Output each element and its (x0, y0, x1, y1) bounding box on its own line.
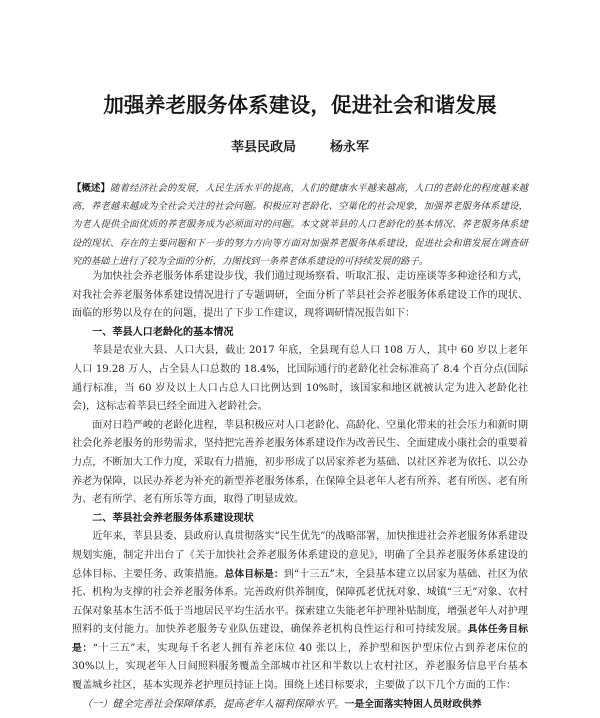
author-organization: 莘县民政局 (230, 140, 296, 155)
abstract (72, 180, 528, 271)
abstract-label: 【概述】 (72, 183, 111, 194)
section-2-paragraph-1 (72, 528, 528, 695)
intro-paragraph: 为加快社会养老服务体系建设步伐，我们通过现场察看、听取汇报、走访座谈等多种途径和方式，对我社会养老服务体系建设情况进行了专题调研，全面分析了莘县社会养老服务体系建设工作的现状、面临的形势以及存在的问题，提出了下步工作建议，现将调研情况报告如下： (72, 271, 528, 320)
abstract-text: 随着经济社会的发展，人民生活水平的提高，人们的健康水平越来越高，人口的老龄化的程度越来越高，养老越来越成为全社会关注的社会问题。积极应对老龄化、空巢化的社会现象，加强养老服务体系建设，为老人提供全面优质的养老服务成为必须面对的问题。本文就莘县的人口老龄化的基本情况、养老服务体系建设的现状、存在的主要问题和下一步的努力方向等方面对加强养老服务体系建设，促进社会和谐发展在调查研究的基础上进行了较为全面的分析，力图找到一条养老体系建设的可持续发展的路子。 (72, 183, 528, 267)
section-1-paragraph-2: 面对日趋严峻的老龄化进程，莘县积极应对人口老龄化、高龄化、空巢化带来的社会压力和新时期社会化养老服务的形势需求，坚持把完善养老服务体系建设作为改善民生、全面建成小康社会的重要着力点，不断加大工作力度，采取有力措施，初步形成了以居家养老为基础、以社区养老为依托、以公办养老为保障，以民办养老为补充的新型养老服务体系，在保障全县老年人老有所养、老有所医、老有所为、老有所学、老有所乐等方面，取得了明显成效。 (72, 419, 528, 506)
section-1-paragraph-1: 莘县是农业大县、人口大县，截止 2017 年底，全县现有总人口 108 万人，其中 60 岁以上老年人口 19.28 万人，占全县人口总数的 18.4%，比国际通行的老龄化社会标准高了 8.4 个百分点(国际通行标准，当 60 岁及以上人口占总人口比例达到 10%时，该国家和地区就被认定为进入老龄化社会)，这标志着莘县已经全面进入老龄社会。 (72, 345, 528, 413)
section-1-heading: 一、莘县人口老龄化的基本情况 (92, 326, 234, 338)
subsection-1-text: 一是全面落实特困人员财政供养 (344, 698, 482, 710)
article-body (72, 268, 528, 714)
section-2-text-b: 到“十三五”末，全县基本建立以居家为基础、社区为依托、机构为支撑的社会养老服务体系。完善政府供养制度，保障孤老优抚对象、城镇“三无”对象、农村五保对象基本生活不低于当地居民平均生活水平。探索建立失能老年护理补贴制度，增强老年人对护理照料的支付能力。加快养老服务专业队伍建设，确保养老机构良性运行和可持续发展。 (72, 568, 529, 636)
section-2-heading: 二、莘县社会养老服务体系建设现状 (92, 512, 254, 524)
specific-goal-label: 具体任务目标是： (72, 624, 529, 654)
subsection-1-paragraph (72, 696, 528, 715)
section-2-text-c: “十三五”末，实现每千名老人拥有养老床位 40 张以上，养护型和医护型床位占到养老床位的 30%以上，实现老年人日间照料服务覆盖全部城市社区和半数以上农村社区，养老服务信息平台基本覆盖城乡社区，基本实现养老护理员持证上岗。围绕上述目标要求，主要做了以下几个方面的工作： (72, 642, 528, 692)
subsection-1-lead: （一）健全完善社会保障体系，提高老年人福利保障水平。 (82, 698, 345, 710)
author-line (0, 136, 600, 155)
overall-goal-label: 总体目标是： (224, 568, 284, 580)
section-2-text-a: 近年来，莘县县委、县政府认真贯彻落实“民生优先”的战略部署，加快推进社会养老服务体系建设规划实施，制定并出台了《关于加快社会养老服务体系建设的意见》，明确了全县养老服务体系建设的总体目标、主要任务、政策措施。 (72, 531, 528, 580)
author-name: 杨永军 (330, 140, 370, 155)
article-title: 加强养老服务体系建设，促进社会和谐发展 (103, 93, 497, 117)
